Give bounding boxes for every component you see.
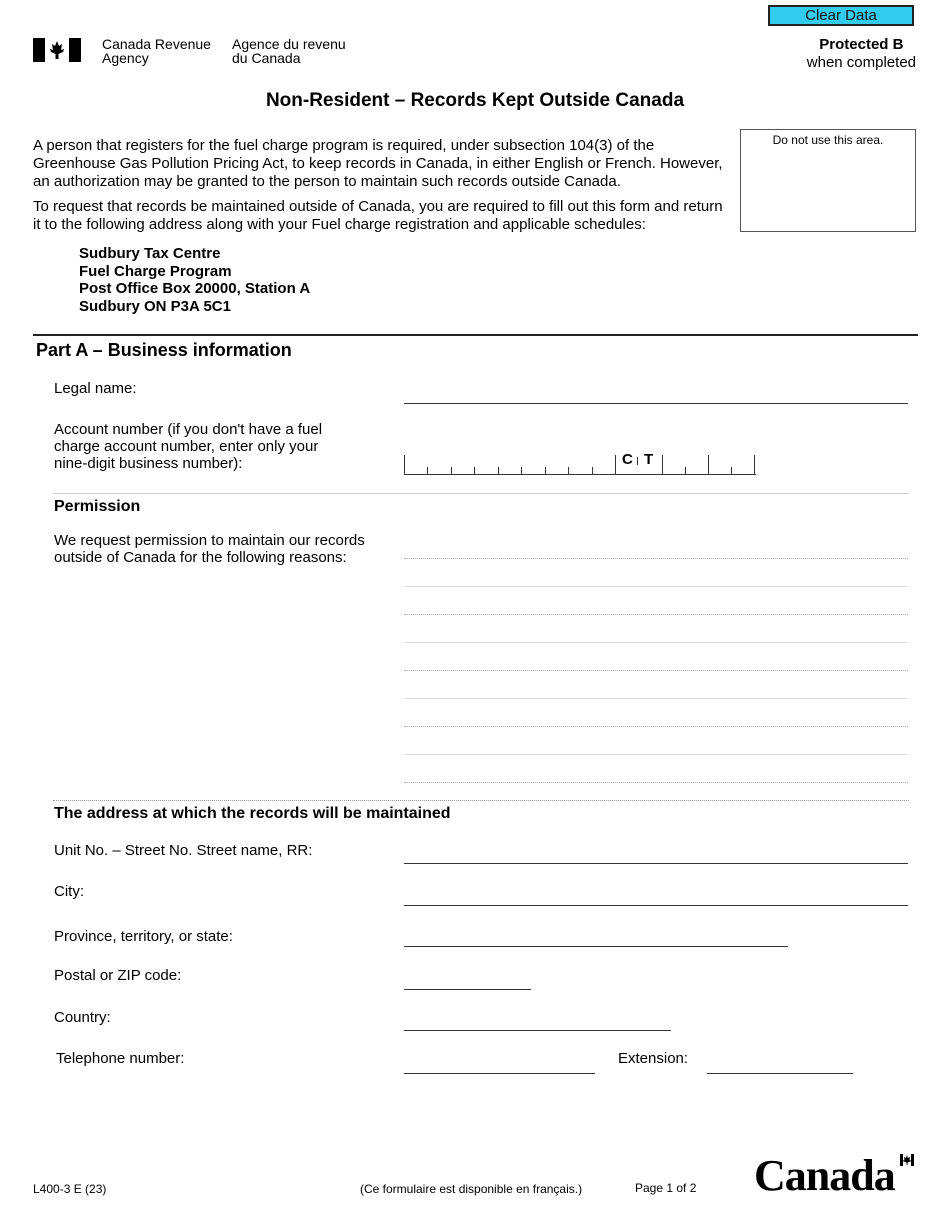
account-code-c: C	[622, 451, 633, 468]
legal-name-label: Legal name:	[54, 380, 137, 397]
section-divider	[53, 800, 909, 801]
page-title: Non-Resident – Records Kept Outside Canada	[265, 90, 685, 111]
agency-name-en	[102, 37, 211, 65]
reason-line[interactable]	[404, 642, 908, 643]
postal-code-label: Postal or ZIP code:	[54, 967, 182, 984]
telephone-label: Telephone number:	[56, 1050, 185, 1067]
city-field[interactable]	[404, 905, 908, 906]
section-divider	[33, 334, 918, 336]
telephone-field[interactable]	[404, 1073, 595, 1074]
account-number-label: Account number (if you don't have a fuel charge account number, enter only your nine-digit business number):	[54, 421, 323, 472]
address-line: Sudbury Tax Centre	[79, 245, 221, 262]
agency-en-line2: Agency	[102, 50, 149, 66]
country-label: Country:	[54, 1009, 111, 1026]
legal-name-field[interactable]	[404, 403, 908, 404]
extension-field[interactable]	[707, 1073, 853, 1074]
address-line: Sudbury ON P3A 5C1	[79, 297, 231, 315]
records-address-heading: The address at which the records will be maintained	[54, 805, 451, 822]
protected-label: Protected B	[819, 36, 904, 53]
extension-label: Extension:	[618, 1050, 689, 1067]
street-label: Unit No. – Street No. Street name, RR:	[54, 842, 313, 859]
canada-flag-icon	[33, 38, 81, 62]
page-number: Page 1 of 2	[635, 1181, 697, 1195]
account-code-t: T	[644, 451, 654, 468]
reason-line[interactable]	[404, 670, 908, 671]
intro-paragraph-2: To request that records be maintained outside of Canada, you are required to fill out this form and return it to the following address along with your Fuel charge registration and applicable schedules:	[33, 198, 723, 233]
country-field[interactable]	[404, 1030, 671, 1031]
canada-wordmark	[754, 1150, 914, 1200]
account-number-field[interactable]	[404, 451, 756, 475]
reason-line[interactable]	[404, 726, 908, 727]
section-divider	[53, 493, 909, 494]
mailing-address	[79, 245, 310, 315]
french-availability-note: (Ce formulaire est disponible en français.)	[360, 1182, 583, 1196]
reason-line[interactable]	[404, 754, 908, 755]
agency-en-line1: Canada Revenue	[102, 36, 211, 52]
reason-line[interactable]	[404, 614, 908, 615]
reason-line[interactable]	[404, 698, 908, 699]
address-line: Fuel Charge Program	[79, 262, 232, 280]
clear-data-button[interactable]: Clear Data	[768, 5, 914, 26]
postal-code-field[interactable]	[404, 989, 531, 990]
province-field[interactable]	[404, 946, 788, 947]
canada-wordmark-text: Canada	[754, 1151, 895, 1200]
street-field[interactable]	[404, 863, 908, 864]
province-label: Province, territory, or state:	[54, 928, 233, 945]
protected-notice	[807, 36, 916, 72]
reason-line[interactable]	[404, 782, 908, 783]
permission-heading: Permission	[54, 498, 141, 515]
reason-line[interactable]	[404, 586, 908, 587]
flag-mini-icon	[900, 1154, 914, 1168]
permission-text: We request permission to maintain our records outside of Canada for the following reasons:	[54, 532, 365, 566]
city-label: City:	[54, 883, 84, 900]
agency-name-fr	[232, 37, 346, 65]
part-a-heading: Part A – Business information	[36, 340, 292, 360]
agency-fr-line2: du Canada	[232, 50, 301, 66]
form-code: L400-3 E (23)	[33, 1182, 107, 1196]
do-not-use-area: Do not use this area.	[740, 129, 916, 232]
agency-fr-line1: Agence du revenu	[232, 36, 346, 52]
intro-paragraph-1: A person that registers for the fuel charge program is required, under subsection 104(3) of the Greenhouse Gas Pollution Pricing Act, to keep records in Canada, in either English or French. However, an authorization may be granted to the person to maintain such records outside Canada.	[33, 137, 723, 190]
protected-sub: when completed	[806, 54, 916, 71]
reason-line[interactable]	[404, 558, 908, 559]
address-line: Post Office Box 20000, Station A	[79, 280, 311, 297]
